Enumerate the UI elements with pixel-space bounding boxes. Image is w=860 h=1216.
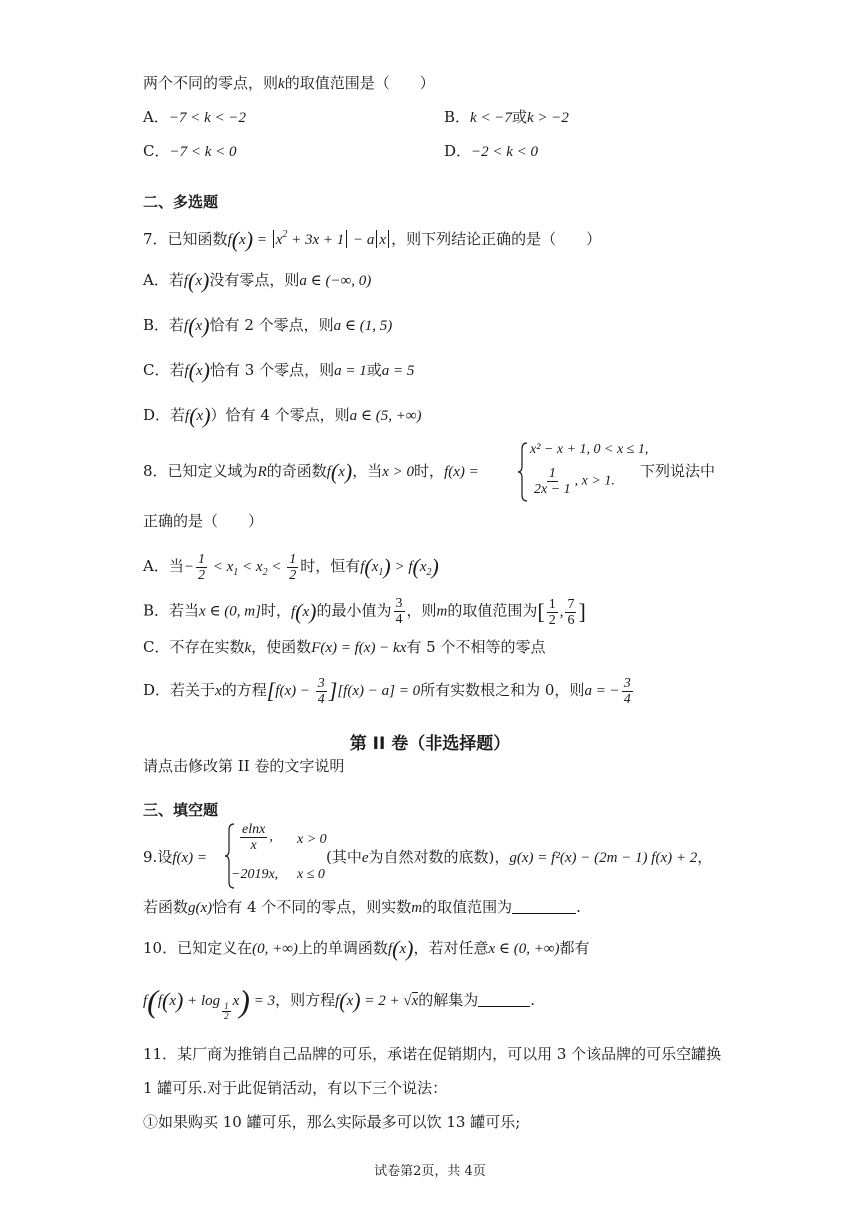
fx: f(x) — [183, 268, 210, 293]
option-math: a = 1 — [334, 363, 367, 379]
q8-stem — [143, 461, 479, 482]
q6-option-d — [444, 141, 538, 162]
q9-stem-lead — [143, 847, 207, 868]
option-text: 恰有 3 个零点，则 — [210, 361, 335, 379]
option-letter: A． — [143, 271, 169, 289]
option-text: 时，恒有 — [300, 556, 361, 575]
q10-eq2: f(x) = 2 + √x — [335, 988, 419, 1013]
q8-fx-eq: f(x) = — [444, 464, 479, 480]
option-letter: B． — [444, 108, 471, 126]
q9-gx: g(x) — [188, 900, 213, 916]
option-text: 若关于 — [170, 680, 216, 699]
q9-g: g(x) = f²(x) − (2m − 1) f(x) + 2 — [509, 850, 698, 866]
q10-b: 上的单调函数 — [297, 939, 388, 957]
option-math: a ∈ (1, 5) — [333, 318, 393, 334]
q10-cond: x ∈ (0, +∞) — [488, 941, 560, 957]
fx: f(x) — [185, 403, 211, 428]
q7-option-c — [143, 360, 414, 381]
option-text: ，则 — [406, 601, 437, 620]
q8d-ans: a = − $\frac{3}{4}$ — [584, 676, 631, 707]
option-text: 若 — [170, 406, 186, 424]
q7-formula: $f(x) = x^2 + 3x + 1 - a$ x — [228, 232, 392, 248]
section-title-fill-in: 三、填空题 — [143, 801, 219, 819]
q7-pre: 已知函数 — [167, 230, 228, 248]
q8-pre: 已知定义域为 — [167, 462, 258, 480]
option-letter: C． — [143, 142, 170, 160]
q9-piece-1: $\frac{elnx}{x}$ , — [242, 822, 273, 853]
q9-cond-1: x > 0 — [297, 832, 327, 847]
q11-line2: 1 罐可乐.对于此促销活动，有以下三个说法： — [143, 1079, 448, 1097]
q10-a: 已知定义在 — [177, 939, 253, 957]
q8-line2: 正确的是（ ） — [143, 512, 264, 530]
option-letter: A． — [143, 556, 169, 575]
question-number: 10． — [143, 939, 178, 957]
q6-k: k — [278, 76, 285, 92]
option-k: k — [244, 640, 252, 656]
option-text: 所有实数根之和为 0，则 — [420, 680, 585, 699]
q9-note-a: (其中 — [326, 848, 362, 866]
fx: f(x) — [387, 936, 414, 961]
answer-blank[interactable] — [512, 899, 576, 914]
fx: f(x) — [291, 598, 317, 624]
q7-option-d — [143, 405, 422, 426]
q6-stem — [143, 73, 435, 94]
part-two-title: 第 II 卷（非选择题） — [349, 734, 511, 754]
q9-note: (其中e为自然对数的底数)，g(x) = f²(x) − (2m − 1) f(x) + 2， — [326, 848, 713, 866]
q8-option-c — [143, 637, 545, 658]
option-text: ，使函数 — [251, 638, 312, 656]
option-x: x — [215, 682, 222, 699]
option-text: 若当 — [169, 601, 200, 620]
q7-option-b — [143, 315, 392, 336]
q9-line2: 若函数g(x)恰有 4 个不同的零点，则实数m的取值范围为 . — [143, 898, 581, 916]
fx: f(x) — [326, 459, 353, 484]
q9-line2-a: 若函数 — [143, 898, 189, 916]
q7-post: ，则下列结论正确的是（ ） — [391, 230, 602, 248]
option-text: 的方程 — [221, 680, 267, 699]
q7-stem — [143, 225, 601, 250]
q11-line3: ①如果购买 10 罐可乐，那么实际最多可以饮 13 罐可乐; — [143, 1113, 521, 1131]
option-letter: B． — [143, 601, 170, 620]
q8-option-b — [143, 596, 586, 628]
option-text: 有 5 个不相等的零点 — [406, 638, 546, 656]
option-connector: 或 — [366, 361, 382, 379]
option-text: 恰有 2 个零点，则 — [209, 316, 334, 334]
option-letter: D． — [444, 142, 472, 160]
option-letter: D． — [143, 406, 171, 424]
option-text: 的取值范围为 — [447, 601, 538, 620]
question-number: 8． — [143, 462, 168, 480]
option-letter: A． — [143, 108, 169, 126]
q8-tail: 下列说法中 — [640, 462, 716, 480]
q6-stem-a: 两个不同的零点，则 — [143, 74, 279, 92]
q8-shi: 时， — [414, 462, 445, 480]
q8a-concl: $f(x_1) > f(x_2)$ — [360, 553, 439, 579]
q9-m: m — [411, 900, 423, 916]
option-m: m — [436, 603, 448, 620]
option-math: x ∈ (0, m] — [199, 603, 261, 620]
q10-c: ，若对任意 — [413, 939, 489, 957]
option-letter: B． — [143, 316, 170, 334]
q6-stem-b: 的取值范围是（ ） — [284, 74, 435, 92]
q8-cond: x > 0 — [382, 464, 415, 480]
q8-piece-1: x² − x + 1, 0 < x ≤ 1, — [530, 442, 649, 457]
q9-e: e — [361, 850, 369, 866]
q9-note-b: 为自然对数的底数) — [368, 848, 495, 866]
q10-d: 都有 — [559, 939, 590, 957]
option-math: a ∈ (5, +∞) — [349, 408, 422, 424]
q9-pre: 设 — [157, 848, 173, 866]
q10-eq: f(f(x) + log $_{\frac{1}{2}}$ x) = 3 — [143, 983, 276, 1022]
option-text: −2 < k < 0 — [471, 144, 539, 160]
q10-interval: (0, +∞) — [252, 941, 298, 957]
section-title-multiple-choice: 二、多选题 — [143, 193, 219, 211]
q10-line2: f(f(x) + log $_{\frac{1}{2}}$ x) = 3，则方程f(x) = 2 + √x的解集为 . — [143, 983, 536, 1022]
answer-blank[interactable] — [478, 992, 530, 1007]
option-connector: 或 — [511, 108, 527, 126]
part-two-subtitle[interactable]: 请点击修改第 II 卷的文字说明 — [143, 757, 345, 775]
option-text: −7 < k < −2 — [168, 110, 246, 126]
option-letter: C． — [143, 361, 170, 379]
option-text: −7 < k < 0 — [169, 144, 237, 160]
fraction: $\frac{1}{2x - 1}$ — [534, 466, 571, 497]
option-text: 时， — [260, 601, 291, 620]
q8-when: ，当 — [352, 462, 383, 480]
q6-option-c — [143, 141, 237, 162]
q9-line2-c: 的取值范围为 — [422, 898, 513, 916]
option-text: 若 — [169, 316, 185, 334]
q10-stem — [143, 938, 590, 959]
fraction: $\frac{3}{4}$ — [395, 596, 403, 627]
fx: f(x) — [184, 313, 210, 338]
q9-piece-2: −2019x, — [231, 867, 279, 882]
option-text: 不存在实数 — [169, 638, 245, 656]
q8a-ineq: − $\frac{1}{2}$ < $x_1 < x_2$ < $\frac{1}{2}$ — [183, 552, 297, 583]
q8b-interval: [ $\frac{1}{2}$ , $\frac{7}{6}$ ] — [537, 596, 586, 628]
option-text: 若 — [168, 271, 184, 289]
fx: f(x) — [184, 358, 210, 383]
q6-option-a — [143, 107, 246, 128]
option-text: 的最小值为 — [316, 601, 392, 620]
page-footer: 试卷第2页，共 4页 — [374, 1164, 486, 1179]
question-number: 9. — [143, 848, 158, 866]
option-letter: D． — [143, 680, 171, 699]
q10-line2-c: 的解集为 — [418, 991, 479, 1009]
question-number: 7． — [143, 230, 168, 248]
q8-brace — [517, 441, 529, 503]
q11-line1: 11．某厂商为推销自己品牌的可乐，承诺在促销期内，可以用 3 个该品牌的可乐空罐换 — [143, 1045, 722, 1063]
q8-option-a — [143, 552, 439, 583]
q9-line2-b: 恰有 4 个不同的零点，则实数 — [212, 898, 412, 916]
option-text: 当 — [168, 556, 184, 575]
option-math: a ∈ (−∞, 0) — [299, 273, 372, 289]
q10-line2-b: ，则方程 — [275, 991, 336, 1009]
q6-option-b — [444, 107, 569, 128]
option-text: 没有零点，则 — [209, 271, 300, 289]
q8-mid: 的奇函数 — [266, 462, 327, 480]
option-text: ）恰有 4 个零点，则 — [210, 406, 350, 424]
fraction: $\frac{elnx}{x}$ — [242, 822, 266, 853]
option-math: a = 5 — [381, 363, 415, 379]
q8-R: R — [257, 464, 267, 480]
q8-piece-2: $\frac{1}{2x - 1}$ , x > 1. — [534, 466, 615, 497]
q8d-eq: [f(x) − $\frac{3}{4}$ ][f(x) − a] = 0 — [266, 676, 421, 707]
q9-cond-2: x ≤ 0 — [297, 867, 325, 882]
q7-option-a — [143, 270, 371, 291]
option-letter: C． — [143, 638, 170, 656]
option-text: 若 — [169, 361, 185, 379]
q9-fx-eq: f(x) = — [172, 850, 208, 866]
q8-option-d — [143, 676, 635, 707]
option-text: k < −7 — [470, 110, 512, 126]
option-math: F(x) = f(x) − kx — [311, 640, 407, 656]
option-text: k > −2 — [526, 110, 569, 126]
